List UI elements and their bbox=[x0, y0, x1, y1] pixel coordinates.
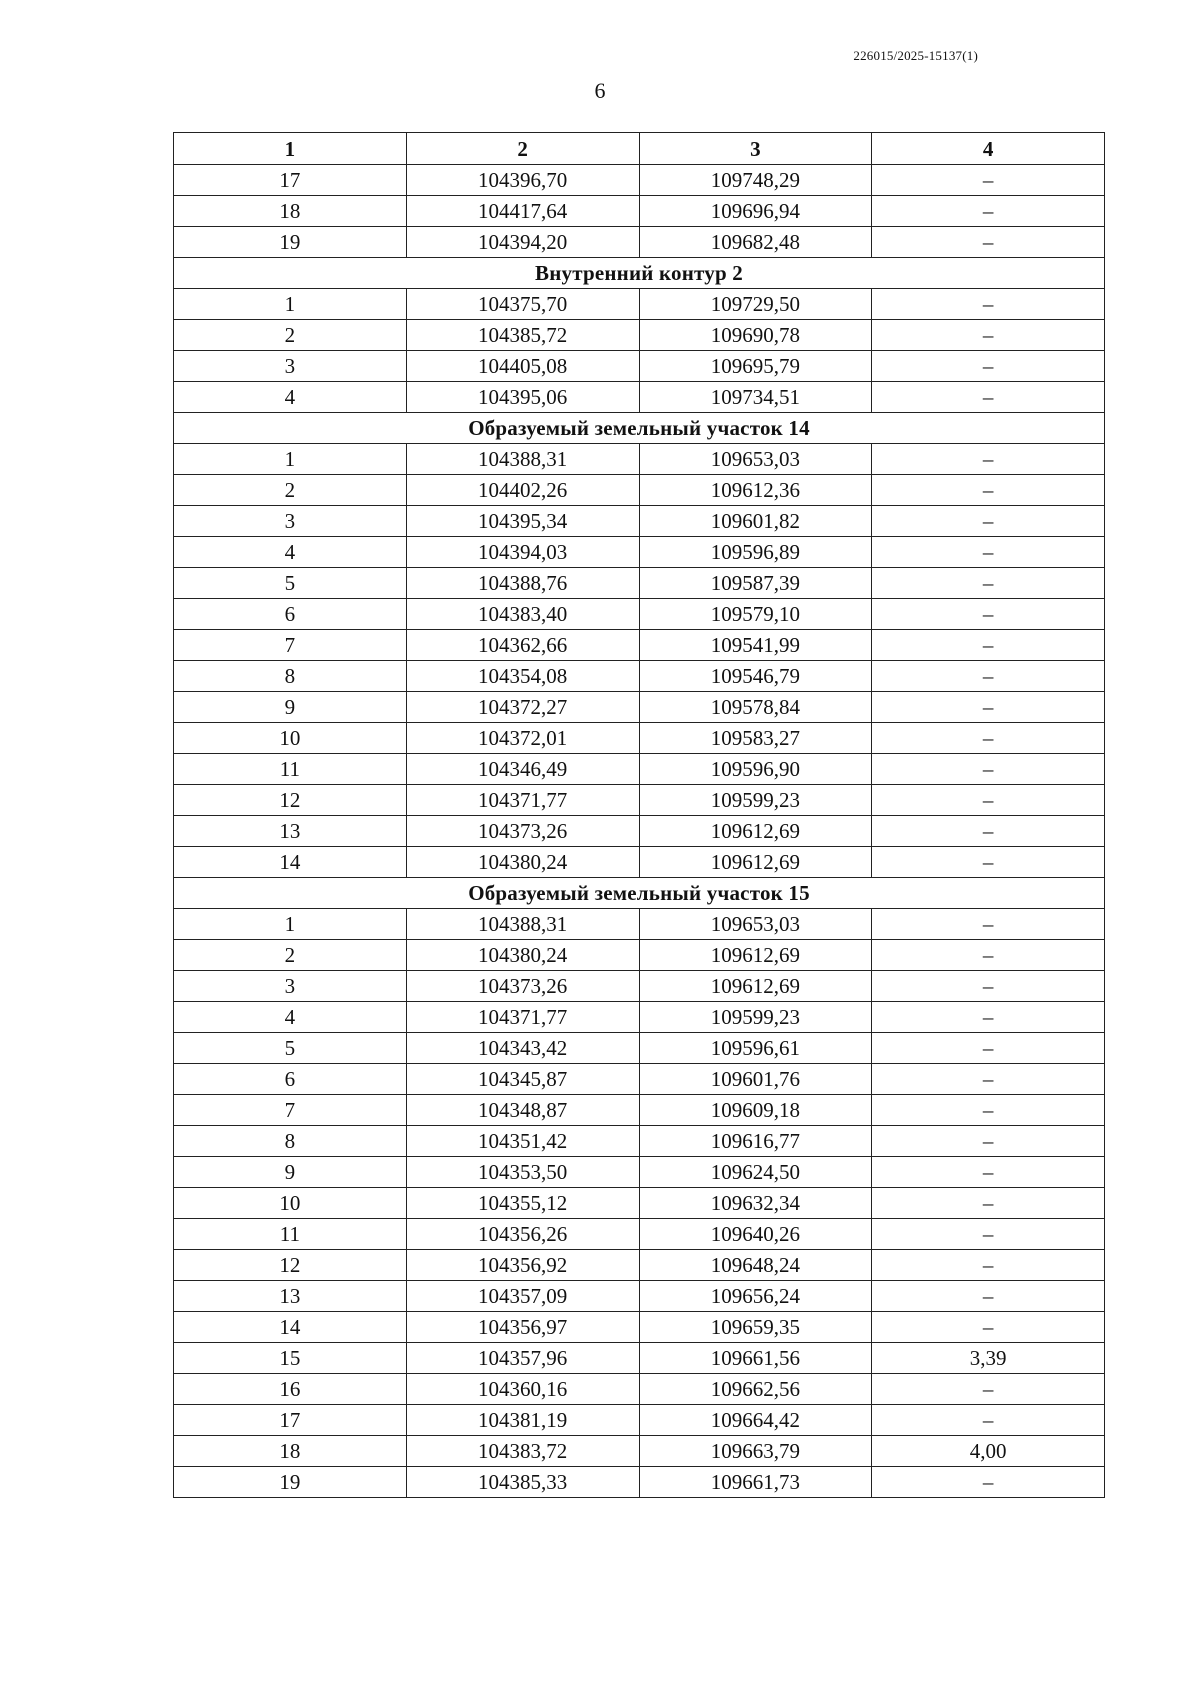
distance-cell: – bbox=[872, 537, 1105, 568]
section-header-row bbox=[174, 413, 1105, 444]
point-number-cell: 2 bbox=[174, 475, 407, 506]
x-coordinate-cell: 104383,72 bbox=[406, 1436, 639, 1467]
y-coordinate-cell: 109612,69 bbox=[639, 816, 872, 847]
table-row bbox=[174, 847, 1105, 878]
distance-cell: – bbox=[872, 909, 1105, 940]
column-header-2: 2 bbox=[406, 133, 639, 165]
distance-cell: – bbox=[872, 1467, 1105, 1498]
header-row bbox=[174, 133, 1105, 165]
distance-cell: – bbox=[872, 568, 1105, 599]
y-coordinate-cell: 109546,79 bbox=[639, 661, 872, 692]
point-number-cell: 19 bbox=[174, 1467, 407, 1498]
point-number-cell: 4 bbox=[174, 1002, 407, 1033]
section-header-row bbox=[174, 258, 1105, 289]
distance-cell: 4,00 bbox=[872, 1436, 1105, 1467]
point-number-cell: 4 bbox=[174, 382, 407, 413]
x-coordinate-cell: 104417,64 bbox=[406, 196, 639, 227]
point-number-cell: 2 bbox=[174, 320, 407, 351]
y-coordinate-cell: 109661,73 bbox=[639, 1467, 872, 1498]
point-number-cell: 13 bbox=[174, 816, 407, 847]
x-coordinate-cell: 104372,01 bbox=[406, 723, 639, 754]
table-row bbox=[174, 1095, 1105, 1126]
y-coordinate-cell: 109624,50 bbox=[639, 1157, 872, 1188]
point-number-cell: 9 bbox=[174, 692, 407, 723]
distance-cell: – bbox=[872, 320, 1105, 351]
table-row bbox=[174, 1374, 1105, 1405]
y-coordinate-cell: 109653,03 bbox=[639, 909, 872, 940]
distance-cell: – bbox=[872, 723, 1105, 754]
x-coordinate-cell: 104394,20 bbox=[406, 227, 639, 258]
point-number-cell: 3 bbox=[174, 506, 407, 537]
table-row bbox=[174, 1002, 1105, 1033]
x-coordinate-cell: 104345,87 bbox=[406, 1064, 639, 1095]
table-row bbox=[174, 1436, 1105, 1467]
y-coordinate-cell: 109609,18 bbox=[639, 1095, 872, 1126]
x-coordinate-cell: 104371,77 bbox=[406, 785, 639, 816]
x-coordinate-cell: 104388,31 bbox=[406, 909, 639, 940]
x-coordinate-cell: 104373,26 bbox=[406, 971, 639, 1002]
table-row bbox=[174, 227, 1105, 258]
distance-cell: – bbox=[872, 1281, 1105, 1312]
table-row bbox=[174, 723, 1105, 754]
distance-cell: – bbox=[872, 940, 1105, 971]
table-row bbox=[174, 940, 1105, 971]
point-number-cell: 5 bbox=[174, 1033, 407, 1064]
y-coordinate-cell: 109659,35 bbox=[639, 1312, 872, 1343]
point-number-cell: 4 bbox=[174, 537, 407, 568]
point-number-cell: 6 bbox=[174, 1064, 407, 1095]
x-coordinate-cell: 104381,19 bbox=[406, 1405, 639, 1436]
table-row bbox=[174, 1343, 1105, 1374]
y-coordinate-cell: 109664,42 bbox=[639, 1405, 872, 1436]
distance-cell: – bbox=[872, 971, 1105, 1002]
point-number-cell: 9 bbox=[174, 1157, 407, 1188]
distance-cell: – bbox=[872, 1250, 1105, 1281]
point-number-cell: 19 bbox=[174, 227, 407, 258]
table-row bbox=[174, 630, 1105, 661]
point-number-cell: 2 bbox=[174, 940, 407, 971]
y-coordinate-cell: 109663,79 bbox=[639, 1436, 872, 1467]
y-coordinate-cell: 109596,61 bbox=[639, 1033, 872, 1064]
distance-cell: – bbox=[872, 289, 1105, 320]
x-coordinate-cell: 104343,42 bbox=[406, 1033, 639, 1064]
y-coordinate-cell: 109748,29 bbox=[639, 165, 872, 196]
table-row bbox=[174, 196, 1105, 227]
distance-cell: – bbox=[872, 196, 1105, 227]
distance-cell: – bbox=[872, 692, 1105, 723]
point-number-cell: 3 bbox=[174, 971, 407, 1002]
x-coordinate-cell: 104388,76 bbox=[406, 568, 639, 599]
x-coordinate-cell: 104356,26 bbox=[406, 1219, 639, 1250]
point-number-cell: 1 bbox=[174, 444, 407, 475]
x-coordinate-cell: 104354,08 bbox=[406, 661, 639, 692]
distance-cell: – bbox=[872, 1219, 1105, 1250]
table-row bbox=[174, 1033, 1105, 1064]
distance-cell: – bbox=[872, 754, 1105, 785]
x-coordinate-cell: 104383,40 bbox=[406, 599, 639, 630]
point-number-cell: 18 bbox=[174, 1436, 407, 1467]
x-coordinate-cell: 104373,26 bbox=[406, 816, 639, 847]
y-coordinate-cell: 109616,77 bbox=[639, 1126, 872, 1157]
y-coordinate-cell: 109612,69 bbox=[639, 940, 872, 971]
point-number-cell: 16 bbox=[174, 1374, 407, 1405]
page-number: 6 bbox=[594, 78, 606, 103]
distance-cell: – bbox=[872, 1188, 1105, 1219]
point-number-cell: 12 bbox=[174, 785, 407, 816]
table-row bbox=[174, 475, 1105, 506]
section-title: Образуемый земельный участок 15 bbox=[174, 878, 1105, 909]
table-row bbox=[174, 661, 1105, 692]
point-number-cell: 14 bbox=[174, 847, 407, 878]
x-coordinate-cell: 104375,70 bbox=[406, 289, 639, 320]
x-coordinate-cell: 104388,31 bbox=[406, 444, 639, 475]
distance-cell: – bbox=[872, 382, 1105, 413]
table-row bbox=[174, 568, 1105, 599]
x-coordinate-cell: 104385,72 bbox=[406, 320, 639, 351]
table-body bbox=[174, 165, 1105, 1498]
y-coordinate-cell: 109599,23 bbox=[639, 785, 872, 816]
distance-cell: – bbox=[872, 1374, 1105, 1405]
distance-cell: – bbox=[872, 816, 1105, 847]
x-coordinate-cell: 104380,24 bbox=[406, 940, 639, 971]
table-row bbox=[174, 1219, 1105, 1250]
x-coordinate-cell: 104360,16 bbox=[406, 1374, 639, 1405]
point-number-cell: 6 bbox=[174, 599, 407, 630]
distance-cell: – bbox=[872, 165, 1105, 196]
section-header-row bbox=[174, 878, 1105, 909]
table-row bbox=[174, 165, 1105, 196]
y-coordinate-cell: 109696,94 bbox=[639, 196, 872, 227]
x-coordinate-cell: 104402,26 bbox=[406, 475, 639, 506]
distance-cell: – bbox=[872, 847, 1105, 878]
y-coordinate-cell: 109662,56 bbox=[639, 1374, 872, 1405]
document-id: 226015/2025-15137(1) bbox=[853, 48, 978, 63]
table-row bbox=[174, 506, 1105, 537]
y-coordinate-cell: 109596,89 bbox=[639, 537, 872, 568]
table-row bbox=[174, 1157, 1105, 1188]
coordinates-table bbox=[173, 132, 1105, 1498]
x-coordinate-cell: 104385,33 bbox=[406, 1467, 639, 1498]
column-header-1: 1 bbox=[174, 133, 407, 165]
distance-cell: – bbox=[872, 1033, 1105, 1064]
x-coordinate-cell: 104355,12 bbox=[406, 1188, 639, 1219]
table-row bbox=[174, 1126, 1105, 1157]
table-row bbox=[174, 599, 1105, 630]
distance-cell: – bbox=[872, 1126, 1105, 1157]
distance-cell: – bbox=[872, 1157, 1105, 1188]
table-row bbox=[174, 816, 1105, 847]
x-coordinate-cell: 104395,06 bbox=[406, 382, 639, 413]
table-row bbox=[174, 382, 1105, 413]
y-coordinate-cell: 109690,78 bbox=[639, 320, 872, 351]
column-header-4: 4 bbox=[872, 133, 1105, 165]
y-coordinate-cell: 109695,79 bbox=[639, 351, 872, 382]
column-header-3: 3 bbox=[639, 133, 872, 165]
table-row bbox=[174, 1312, 1105, 1343]
x-coordinate-cell: 104395,34 bbox=[406, 506, 639, 537]
y-coordinate-cell: 109612,36 bbox=[639, 475, 872, 506]
distance-cell: – bbox=[872, 1405, 1105, 1436]
distance-cell: – bbox=[872, 1312, 1105, 1343]
y-coordinate-cell: 109601,82 bbox=[639, 506, 872, 537]
y-coordinate-cell: 109640,26 bbox=[639, 1219, 872, 1250]
y-coordinate-cell: 109632,34 bbox=[639, 1188, 872, 1219]
distance-cell: – bbox=[872, 1095, 1105, 1126]
x-coordinate-cell: 104351,42 bbox=[406, 1126, 639, 1157]
y-coordinate-cell: 109653,03 bbox=[639, 444, 872, 475]
point-number-cell: 17 bbox=[174, 1405, 407, 1436]
table-row bbox=[174, 971, 1105, 1002]
y-coordinate-cell: 109578,84 bbox=[639, 692, 872, 723]
table-row bbox=[174, 1467, 1105, 1498]
distance-cell: – bbox=[872, 227, 1105, 258]
distance-cell: – bbox=[872, 785, 1105, 816]
point-number-cell: 7 bbox=[174, 630, 407, 661]
x-coordinate-cell: 104346,49 bbox=[406, 754, 639, 785]
table-row bbox=[174, 351, 1105, 382]
point-number-cell: 11 bbox=[174, 1219, 407, 1250]
y-coordinate-cell: 109599,23 bbox=[639, 1002, 872, 1033]
y-coordinate-cell: 109596,90 bbox=[639, 754, 872, 785]
y-coordinate-cell: 109729,50 bbox=[639, 289, 872, 320]
point-number-cell: 11 bbox=[174, 754, 407, 785]
y-coordinate-cell: 109656,24 bbox=[639, 1281, 872, 1312]
point-number-cell: 13 bbox=[174, 1281, 407, 1312]
x-coordinate-cell: 104380,24 bbox=[406, 847, 639, 878]
table-row bbox=[174, 320, 1105, 351]
distance-cell: – bbox=[872, 599, 1105, 630]
y-coordinate-cell: 109612,69 bbox=[639, 971, 872, 1002]
y-coordinate-cell: 109583,27 bbox=[639, 723, 872, 754]
distance-cell: – bbox=[872, 630, 1105, 661]
y-coordinate-cell: 109682,48 bbox=[639, 227, 872, 258]
x-coordinate-cell: 104371,77 bbox=[406, 1002, 639, 1033]
y-coordinate-cell: 109579,10 bbox=[639, 599, 872, 630]
x-coordinate-cell: 104353,50 bbox=[406, 1157, 639, 1188]
point-number-cell: 8 bbox=[174, 1126, 407, 1157]
table-row bbox=[174, 692, 1105, 723]
point-number-cell: 10 bbox=[174, 723, 407, 754]
y-coordinate-cell: 109734,51 bbox=[639, 382, 872, 413]
table-row bbox=[174, 444, 1105, 475]
distance-cell: – bbox=[872, 1002, 1105, 1033]
distance-cell: – bbox=[872, 444, 1105, 475]
table-row bbox=[174, 289, 1105, 320]
y-coordinate-cell: 109587,39 bbox=[639, 568, 872, 599]
point-number-cell: 18 bbox=[174, 196, 407, 227]
table-row bbox=[174, 1188, 1105, 1219]
section-title: Внутренний контур 2 bbox=[174, 258, 1105, 289]
distance-cell: – bbox=[872, 475, 1105, 506]
x-coordinate-cell: 104362,66 bbox=[406, 630, 639, 661]
x-coordinate-cell: 104348,87 bbox=[406, 1095, 639, 1126]
table-row bbox=[174, 537, 1105, 568]
point-number-cell: 7 bbox=[174, 1095, 407, 1126]
x-coordinate-cell: 104394,03 bbox=[406, 537, 639, 568]
point-number-cell: 1 bbox=[174, 289, 407, 320]
distance-cell: – bbox=[872, 351, 1105, 382]
distance-cell: 3,39 bbox=[872, 1343, 1105, 1374]
distance-cell: – bbox=[872, 506, 1105, 537]
table-header bbox=[174, 133, 1105, 165]
x-coordinate-cell: 104357,96 bbox=[406, 1343, 639, 1374]
x-coordinate-cell: 104405,08 bbox=[406, 351, 639, 382]
table-row bbox=[174, 909, 1105, 940]
point-number-cell: 14 bbox=[174, 1312, 407, 1343]
point-number-cell: 8 bbox=[174, 661, 407, 692]
y-coordinate-cell: 109648,24 bbox=[639, 1250, 872, 1281]
table-row bbox=[174, 1250, 1105, 1281]
x-coordinate-cell: 104356,97 bbox=[406, 1312, 639, 1343]
point-number-cell: 1 bbox=[174, 909, 407, 940]
table-row bbox=[174, 785, 1105, 816]
table-row bbox=[174, 1405, 1105, 1436]
point-number-cell: 17 bbox=[174, 165, 407, 196]
section-title: Образуемый земельный участок 14 bbox=[174, 413, 1105, 444]
x-coordinate-cell: 104356,92 bbox=[406, 1250, 639, 1281]
y-coordinate-cell: 109601,76 bbox=[639, 1064, 872, 1095]
y-coordinate-cell: 109612,69 bbox=[639, 847, 872, 878]
point-number-cell: 3 bbox=[174, 351, 407, 382]
table-row bbox=[174, 754, 1105, 785]
point-number-cell: 5 bbox=[174, 568, 407, 599]
distance-cell: – bbox=[872, 661, 1105, 692]
y-coordinate-cell: 109541,99 bbox=[639, 630, 872, 661]
point-number-cell: 12 bbox=[174, 1250, 407, 1281]
point-number-cell: 10 bbox=[174, 1188, 407, 1219]
distance-cell: – bbox=[872, 1064, 1105, 1095]
x-coordinate-cell: 104357,09 bbox=[406, 1281, 639, 1312]
y-coordinate-cell: 109661,56 bbox=[639, 1343, 872, 1374]
table-row bbox=[174, 1281, 1105, 1312]
point-number-cell: 15 bbox=[174, 1343, 407, 1374]
x-coordinate-cell: 104396,70 bbox=[406, 165, 639, 196]
x-coordinate-cell: 104372,27 bbox=[406, 692, 639, 723]
table-row bbox=[174, 1064, 1105, 1095]
